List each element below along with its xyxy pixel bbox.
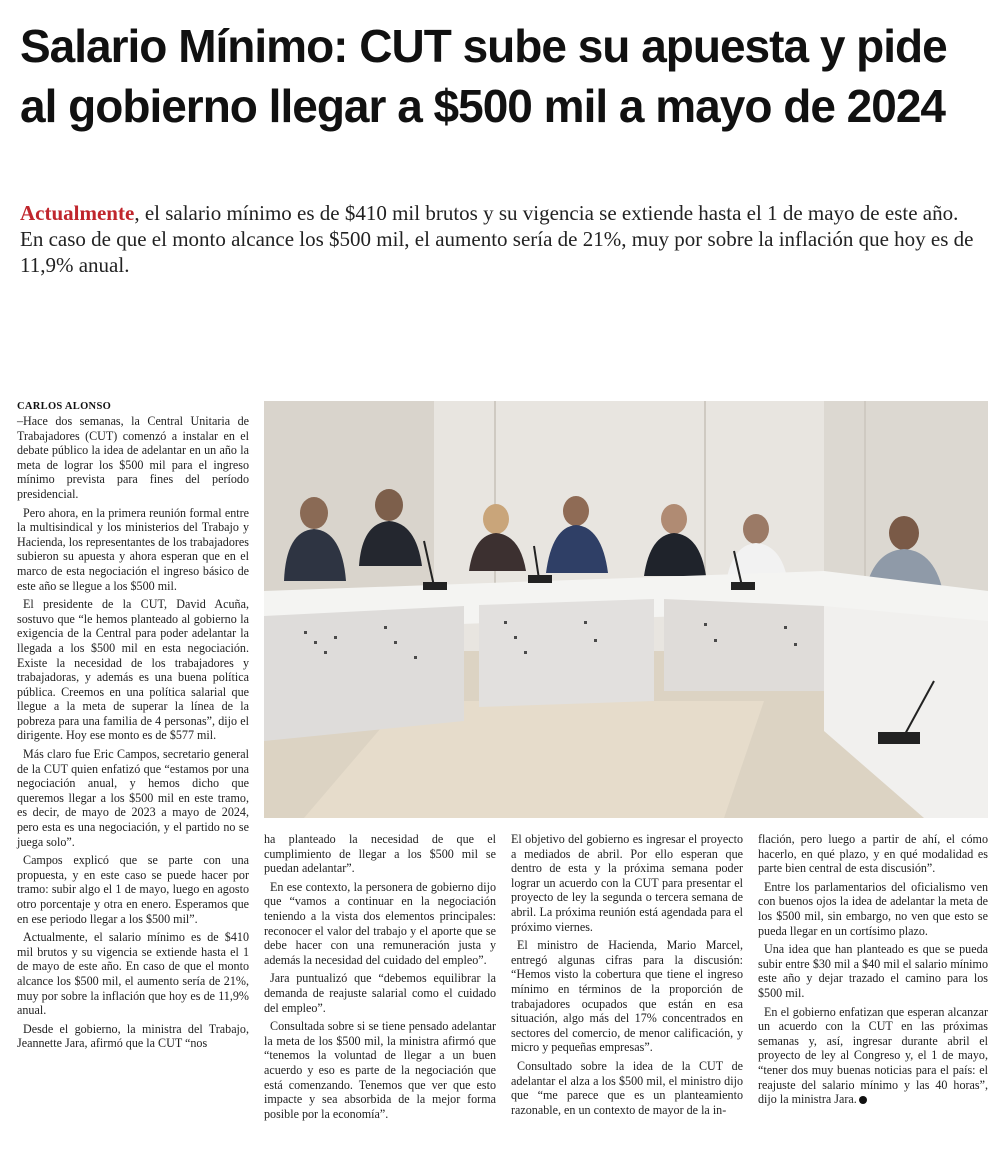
paragraph: Consultado sobre la idea de la CUT de adelantar el alza a los $500 mil, el ministro dijo que “me parece que es un planteamiento razonable, en un contexto de mayor de la in- xyxy=(511,1058,743,1117)
paragraph: Más claro fue Eric Campos, secretario general de la CUT quien enfatizó que “estamos por una negociación anual, y hemos dicho que queremos llegar a los $500 mil en este tramo, es decir, de mayo de 2023 a mayo de 2024, pero esta es una negociación, y el partido no se juega solo”. xyxy=(17,747,249,849)
byline: CARLOS ALONSO xyxy=(17,401,112,412)
paragraph: Actualmente, el salario mínimo es de $410 mil brutos y su vigencia se extiende hasta el 1 de mayo de este año. En caso de que el monto alcance los $500 mil, el aumento sería de 21%, muy por sobre la inflación que hoy es de 11,9% anual. xyxy=(17,930,249,1018)
paragraph: Entre los parlamentarios del oficialismo ven con buenos ojos la idea de adelantar la meta de los $500 mil, sin embargo, no ven que esto se pueda llegar en un cortísimo plazo. xyxy=(758,879,988,938)
lede xyxy=(20,200,980,278)
paragraph xyxy=(758,1005,988,1107)
lede-kicker: Actualmente xyxy=(20,201,135,225)
paragraph: –Hace dos semanas, la Central Unitaria de Trabajadores (CUT) comenzó a instalar en el debate público la idea de adelantar en un año la meta de lograr los $500 mil para el ingreso mínimo prevista para fines del período presidencial. xyxy=(17,414,249,501)
paragraph: Una idea que han planteado es que se pueda subir entre $30 mil a $40 mil el salario mínimo este año y dejar trazado el camino para los $500 mil. xyxy=(758,942,988,1000)
paragraph: Campos explicó que se parte con una propuesta, y en este caso se puede hacer por tramo: subir algo el 1 de mayo, luego en agosto otro porcentaje y otra en enero. Esperamos que en ese periodo llegar a los $500 mil”. xyxy=(17,853,249,926)
paragraph: En ese contexto, la personera de gobierno dijo que “vamos a continuar en la negociación teniendo a la vista dos elementos principales: reconocer el valor del trabajo y el aporte que se debe hacer con una remuneración justa y además la necesidad del cuidado del empleo”. xyxy=(264,879,496,967)
paragraph: El ministro de Hacienda, Mario Marcel, entregó algunas cifras para la discusión: “Hemos visto la cobertura que tiene el ingreso mínimo en términos de la proporción de trabajadores ocupados que están en esa situación, algo más del 17% concentrados en sectores del comercio, de menor calificación, y micro y pequeñas empresas”. xyxy=(511,938,743,1055)
paragraph: Desde el gobierno, la ministra del Trabajo, Jeannette Jara, afirmó que la CUT “nos xyxy=(17,1021,249,1051)
paragraph: Consultada sobre si se tiene pensado adelantar la meta de los $500 mil, la ministra afirmó que “tenemos la voluntad de llegar a un buen acuerdo y eso es parte de la negociación que está comenzando. Tenemos que ver que esto impacte y sea absorbida de la mejor forma posible por la economía”. xyxy=(264,1019,496,1121)
article-column-3 xyxy=(511,832,743,1138)
paragraph: ha planteado la necesidad de que el cumplimiento de llegar a los $500 mil se puedan adelantar”. xyxy=(264,832,496,876)
article-column-2 xyxy=(264,832,496,1138)
article-column-1 xyxy=(17,414,249,1139)
paragraph: Pero ahora, en la primera reunión formal entre la multisindical y los ministerios del Trabajo y Hacienda, los representantes de los trabajadores subieron su apuesta y ahora esperan que en el marco de esta negociación el ingreso básico de este año se llegue a los $500 mil. xyxy=(17,505,249,593)
paragraph: El objetivo del gobierno es ingresar el proyecto a mediados de abril. Por ello esperan que dentro de esta y la próxima semana poder lograr un acuerdo con la CUT para presentar el proyecto de ley la segunda o tercera semana de abril. La próxima reunión está agendada para el próximo viernes. xyxy=(511,832,743,934)
paragraph: flación, pero luego a partir de ahí, el cómo hacerlo, en qué plazo, y en qué modalidad es parte bien central de esta discusión”. xyxy=(758,832,988,876)
end-mark-icon xyxy=(859,1096,867,1104)
article-column-4 xyxy=(758,832,988,1138)
paragraph: El presidente de la CUT, David Acuña, sostuvo que “le hemos planteado al gobierno la exigencia de la Central para poder adelantar la llegada a los $500 mil en esta negociación. Existe la necesidad de los trabajadores y trabajadoras, y además es una buena política pública. Creemos en una política salarial que llegue a la meta de superar la línea de la pobreza para una familia de 4 personas”, dijo el dirigente. Hoy ese monto es de $577 mil. xyxy=(17,597,249,743)
lede-text: , el salario mínimo es de $410 mil brutos y su vigencia se extiende hasta el 1 de mayo de este año. En caso de que el monto alcance los $500 mil, el aumento sería de 21%, muy por sobre la inflación que hoy es de 11,9% anual. xyxy=(20,201,974,277)
paragraph-text: En el gobierno enfatizan que esperan alcanzar un acuerdo con la CUT en las próximas semanas y, así, ingresar durante abril el proyecto de ley al Congreso y, el 1 de mayo, “tener dos muy buenas noticias para el país: el reajuste del salario mínimo y las 40 horas”, dijo la ministra Jara. xyxy=(758,1004,988,1107)
paragraph: Jara puntualizó que “debemos equilibrar la demanda de reajuste salarial como el cuidado del empleo”. xyxy=(264,971,496,1015)
meeting-photo-icon xyxy=(264,401,988,818)
headline: Salario Mínimo: CUT sube su apuesta y pide al gobierno llegar a $500 mil a mayo de 2024 xyxy=(20,20,947,132)
